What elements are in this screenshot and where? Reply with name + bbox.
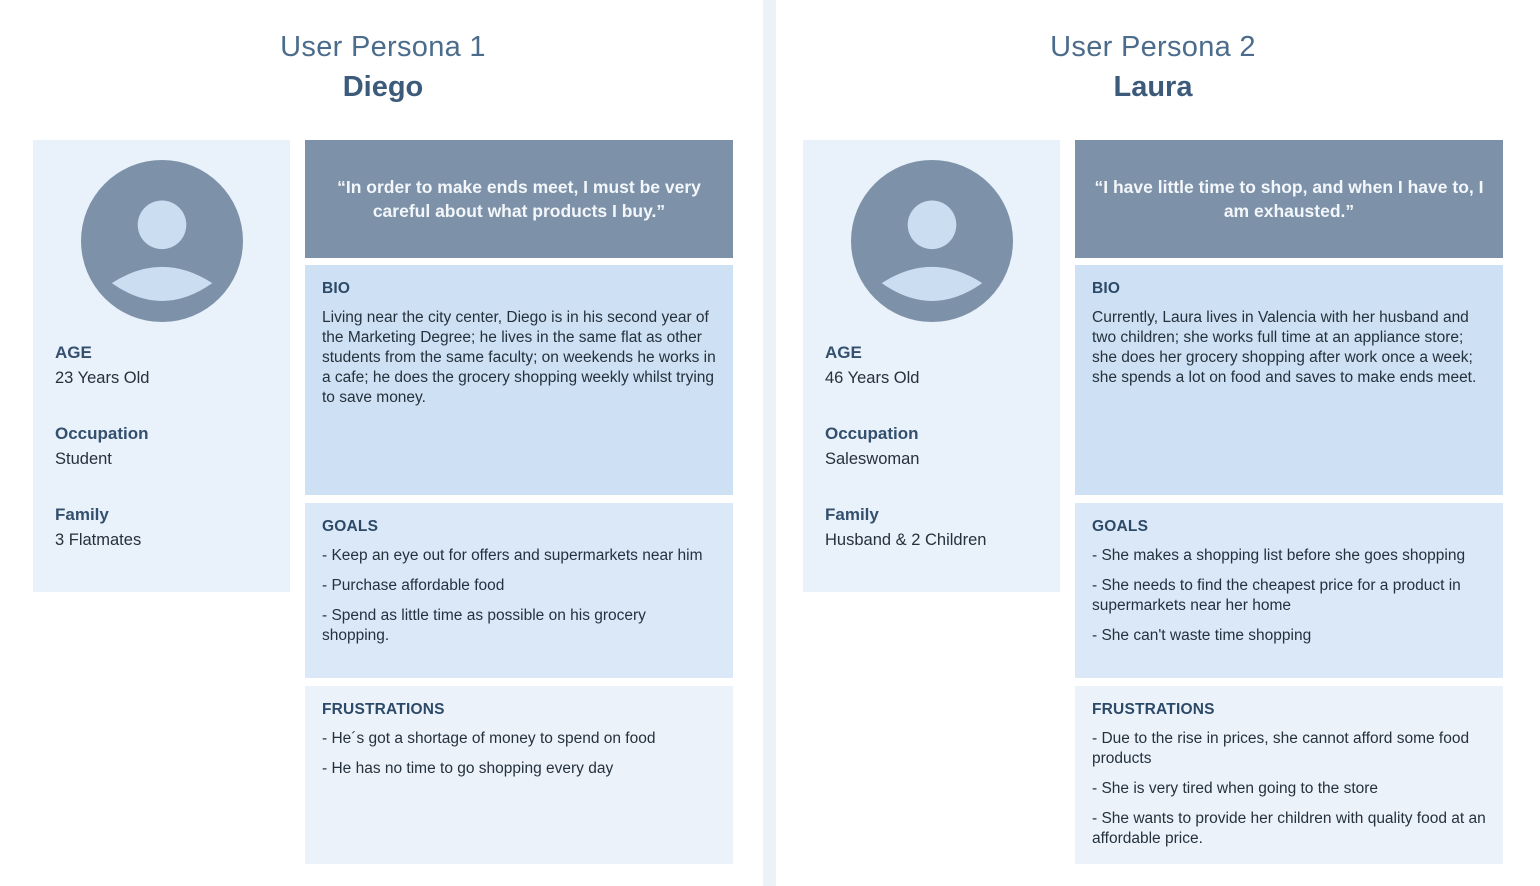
persona-card-1 — [33, 0, 733, 886]
bio-text: Living near the city center, Diego is in his second year of the Marketing Degree; he lives in the same flat as other students from the same faculty; on weekends he works in a cafe; he does the grocery shopping weekly whilst trying to save money. — [322, 309, 716, 406]
column-divider — [763, 0, 776, 886]
persona-1-quote-box — [305, 140, 733, 258]
age-label: AGE — [55, 343, 92, 362]
bio-heading: BIO — [1092, 280, 1121, 297]
persona-1-title: User Persona 1 — [280, 31, 486, 63]
occupation-value: Student — [55, 450, 112, 468]
persona-2-quote: “I have little time to shop, and when I have to, I am exhausted.” — [1094, 177, 1484, 221]
persona-1-bio-section — [305, 265, 733, 495]
persona-1-sections — [305, 140, 733, 864]
persona-1-name: Diego — [342, 71, 424, 103]
occupation-value: Saleswoman — [825, 450, 920, 468]
bullet-item: - She wants to provide her children with quality food at an affordable price. — [1092, 810, 1486, 847]
family-value: Husband & 2 Children — [825, 531, 987, 549]
persona-2-info-panel — [803, 140, 1060, 592]
persona-2-sections — [1075, 140, 1503, 864]
persona-2-title: User Persona 2 — [1050, 31, 1256, 63]
persona-1-header — [33, 27, 733, 107]
age-entry — [55, 340, 276, 392]
goals-list — [1092, 546, 1486, 646]
age-entry — [825, 340, 1046, 392]
bullet-item: - Due to the rise in prices, she cannot afford some food products — [1092, 730, 1470, 767]
persona-2-bio-section — [1075, 265, 1503, 495]
persona-card-2 — [803, 0, 1503, 886]
frustrations-heading: FRUSTRATIONS — [1092, 701, 1215, 718]
user-avatar-icon — [81, 160, 243, 322]
persona-1-frustrations-section — [305, 686, 733, 864]
user-avatar-icon — [851, 160, 1013, 322]
bullet-item: - She is very tired when going to the store — [1092, 780, 1379, 797]
bullet-item: - He´s got a shortage of money to spend on food — [322, 730, 656, 747]
bullet-item: - Purchase affordable food — [322, 577, 505, 594]
age-label: AGE — [825, 343, 862, 362]
goals-heading: GOALS — [322, 518, 379, 535]
bullet-item: - She makes a shopping list before she goes shopping — [1092, 547, 1466, 564]
frustrations-list — [322, 729, 716, 779]
age-value: 46 Years Old — [825, 369, 920, 387]
persona-2-name: Laura — [1113, 71, 1193, 103]
bullet-item: - Spend as little time as possible on his grocery shopping. — [322, 607, 646, 644]
bullet-item: - She can't waste time shopping — [1092, 627, 1312, 644]
persona-1-goals-section — [305, 503, 733, 678]
age-value: 23 Years Old — [55, 369, 150, 387]
persona-2-quote-box — [1075, 140, 1503, 258]
occupation-entry — [825, 421, 1046, 473]
persona-1-info-panel — [33, 140, 290, 592]
frustrations-list — [1092, 729, 1486, 849]
bullet-item: - Keep an eye out for offers and supermarkets near him — [322, 547, 703, 564]
persona-1-info-entries — [55, 340, 276, 583]
persona-2-info-entries — [825, 340, 1046, 583]
goals-heading: GOALS — [1092, 518, 1149, 535]
occupation-label: Occupation — [825, 424, 919, 443]
bio-heading: BIO — [322, 280, 351, 297]
bullet-item: - She needs to find the cheapest price for a product in supermarkets near her home — [1092, 577, 1461, 614]
family-value: 3 Flatmates — [55, 531, 142, 549]
occupation-label: Occupation — [55, 424, 149, 443]
frustrations-heading: FRUSTRATIONS — [322, 701, 445, 718]
bullet-item: - He has no time to go shopping every day — [322, 760, 614, 777]
occupation-entry — [55, 421, 276, 473]
family-label: Family — [55, 505, 109, 524]
family-label: Family — [825, 505, 879, 524]
family-entry — [55, 502, 276, 554]
persona-2-header — [803, 27, 1503, 107]
goals-list — [322, 546, 716, 646]
persona-1-quote: “In order to make ends meet, I must be very careful about what products I buy.” — [337, 177, 701, 221]
persona-2-goals-section — [1075, 503, 1503, 678]
bio-text: Currently, Laura lives in Valencia with her husband and two children; she works full time at an appliance store; she does her grocery shopping after work once a week; she spends a lot on food and saves to make ends meet. — [1092, 309, 1477, 386]
persona-2-frustrations-section — [1075, 686, 1503, 864]
family-entry — [825, 502, 1046, 554]
